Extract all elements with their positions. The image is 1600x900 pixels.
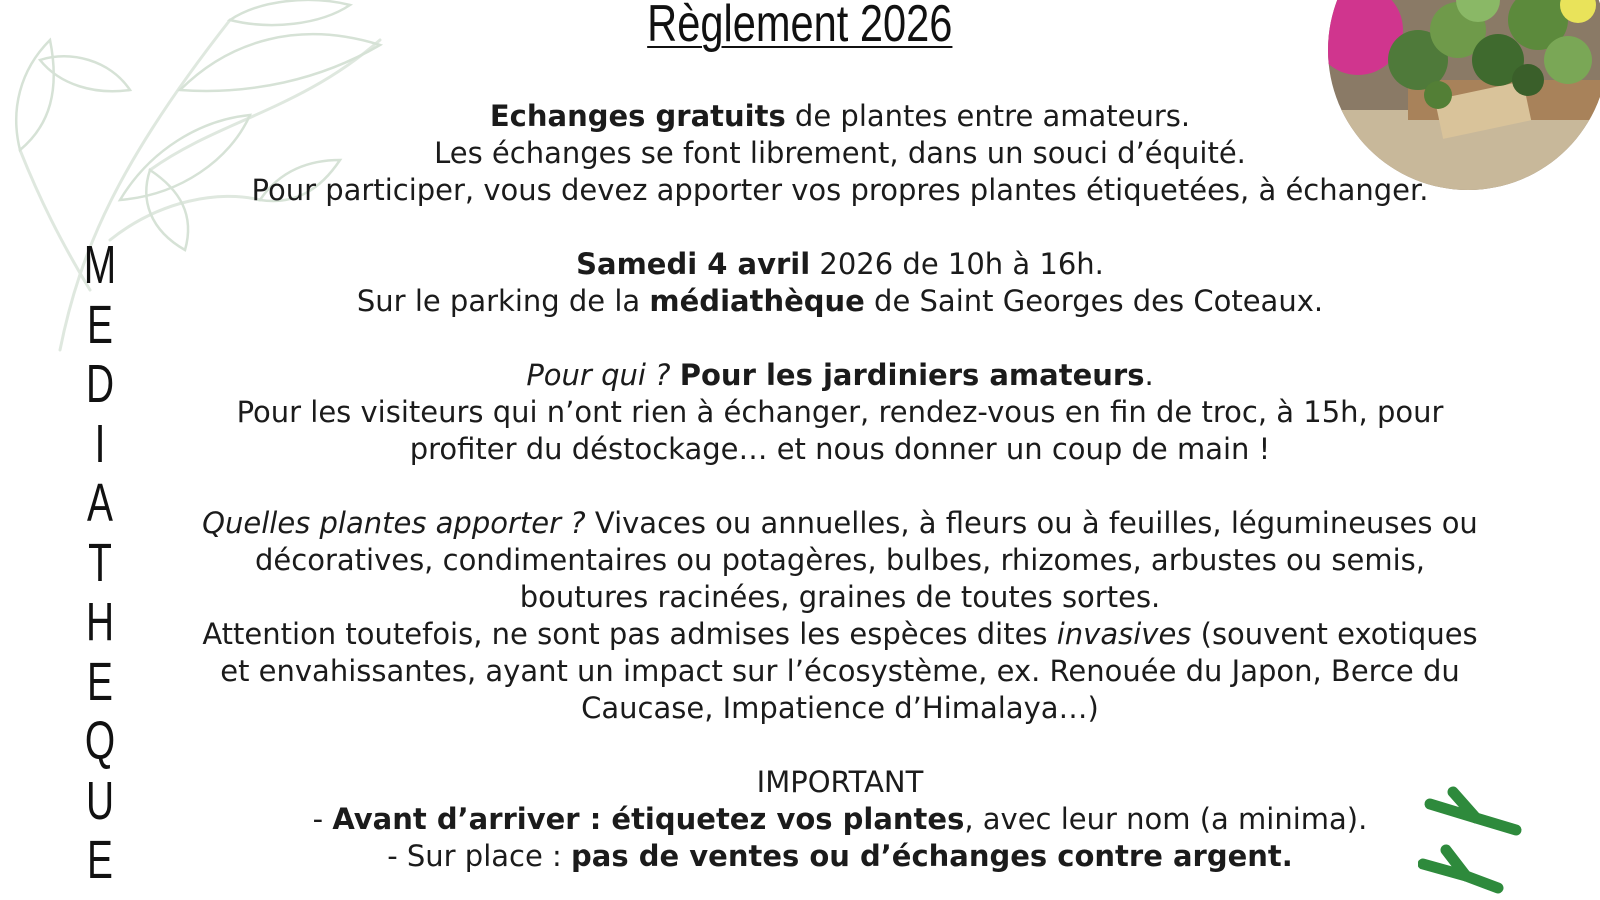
audience-section: [160, 357, 1520, 468]
side-letter: E: [87, 830, 113, 890]
vertical-mediatheque-title: [80, 236, 120, 891]
text: 2026 de 10h à 16h.: [810, 247, 1104, 281]
plants-line: [160, 505, 1520, 542]
side-letter: I: [94, 413, 106, 474]
plants-line: et envahissantes, ayant un impact sur l’écosystème, ex. Renouée du Japon, Berce du: [220, 654, 1460, 688]
plants-line: Caucase, Impatience d’Himalaya…): [581, 691, 1099, 725]
audience-line: [160, 357, 1520, 394]
bold-text: Avant d’arriver : étiquetez vos plantes: [332, 802, 965, 836]
side-letter: E: [87, 651, 113, 712]
important-line: [160, 801, 1520, 838]
side-letter: E: [87, 294, 113, 355]
location-line: [160, 283, 1520, 320]
green-arrows-decoration: [1418, 782, 1528, 900]
text: Attention toutefois, ne sont pas admises les espèces dites: [202, 617, 1057, 651]
text: de plantes entre amateurs.: [785, 99, 1191, 133]
important-line: [160, 838, 1520, 875]
important-section: [160, 764, 1520, 875]
page-title: [0, 0, 1600, 54]
intro-line: Les échanges se font librement, dans un souci d’équité.: [434, 136, 1246, 170]
plants-line: boutures racinées, graines de toutes sortes.: [519, 580, 1161, 614]
text: -: [312, 802, 333, 836]
bold-text: pas de ventes ou d’échanges contre argent.: [571, 839, 1293, 873]
italic-text: Quelles plantes apporter ?: [202, 506, 586, 540]
side-letter: D: [85, 354, 115, 414]
text: de Saint Georges des Coteaux.: [864, 284, 1324, 318]
bold-text: Samedi 4 avril: [576, 247, 811, 281]
date-location-section: [160, 246, 1520, 320]
text: , avec leur nom (a minima).: [964, 802, 1368, 836]
side-letter: A: [87, 473, 113, 533]
side-letter: M: [83, 235, 117, 295]
intro-section: [160, 98, 1520, 209]
important-heading: IMPORTANT: [756, 765, 924, 799]
plants-line: [160, 616, 1520, 653]
text: (souvent exotiques: [1191, 617, 1478, 651]
text: Sur le parking de la: [356, 284, 650, 318]
bold-text: Echanges gratuits: [489, 99, 786, 133]
text: - Sur place :: [387, 839, 572, 873]
audience-line: Pour les visiteurs qui n’ont rien à échanger, rendez-vous en fin de troc, à 15h, pour: [236, 395, 1444, 429]
text: .: [1144, 358, 1154, 392]
italic-text: invasives: [1056, 617, 1192, 651]
date-line: [160, 246, 1520, 283]
audience-line: profiter du déstockage… et nous donner un coup de main !: [409, 432, 1271, 466]
side-letter: H: [85, 592, 115, 652]
bold-text: médiathèque: [649, 284, 865, 318]
intro-line: Pour participer, vous devez apporter vos propres plantes étiquetées, à échanger.: [251, 173, 1429, 207]
side-letter: Q: [84, 711, 116, 771]
text: Vivaces ou annuelles, à fleurs ou à feuilles, légumineuses ou: [585, 506, 1478, 540]
plants-section: [160, 505, 1520, 727]
side-letter: T: [88, 532, 112, 593]
italic-text: Pour qui ?: [526, 358, 671, 392]
page-title-text: Règlement 2026: [647, 0, 953, 53]
side-letter: U: [85, 770, 115, 831]
bold-text: Pour les jardiniers amateurs: [679, 358, 1145, 392]
intro-line: [160, 98, 1520, 135]
plants-line: décoratives, condimentaires ou potagères, bulbes, rhizomes, arbustes ou semis,: [255, 543, 1425, 577]
rules-content: [160, 98, 1520, 875]
